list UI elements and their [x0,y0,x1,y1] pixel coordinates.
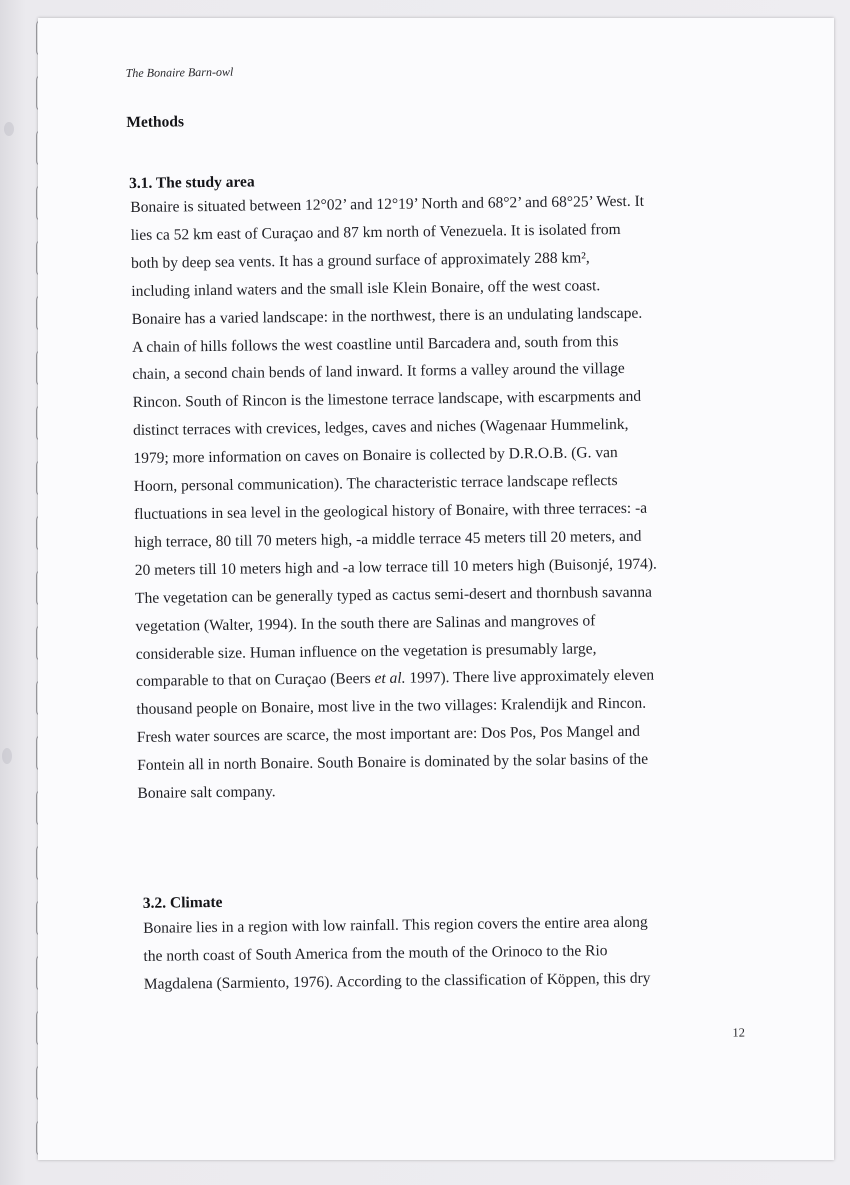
text-line: the north coast of South America from the mouth of the Orinoco to the Rio [143,942,608,965]
text-line: vegetation (Walter, 1994). In the south there are Salinas and mangroves of [135,611,596,635]
document-page [38,18,834,1160]
text-line: including inland waters and the small isle Klein Bonaire, off the west coast. [131,276,601,300]
page-number: 12 [732,1025,746,1040]
text-line: both by deep sea vents. It has a ground surface of approximately 288 km², [130,249,590,272]
text-line: Fresh water sources are scarce, the most important are: Dos Pos, Pos Mangel and [136,723,641,747]
climate-heading: 3.2. Climate [142,893,223,912]
methods-heading: Methods [126,113,185,132]
text-line: Rincon. South of Rincon is the limestone terrace landscape, with escarpments and [132,388,642,412]
text-fragment: comparable to that on Curaçao (Beers [136,670,375,691]
text-line: Magdalena (Sarmiento, 1976). According to the classification of Köppen, this dry [143,969,651,993]
text-line: fluctuations in sea level in the geological history of Bonaire, with three terraces: -a [133,499,648,523]
italic-citation: et al. [374,670,406,688]
page-content [38,18,834,1160]
study-area-heading: 3.1. The study area [128,173,255,192]
scan-smudge [2,748,12,764]
text-line: Bonaire salt company. [137,783,276,802]
scan-smudge [4,122,14,136]
text-line: Fontein all in north Bonaire. South Bonaire is dominated by the solar basins of the [137,750,649,775]
text-line: A chain of hills follows the west coastline until Barcadera and, south from this [131,332,619,356]
text-line: Bonaire is situated between 12°02’ and 12°19’ North and 68°2’ and 68°25’ West. It [130,192,645,216]
text-line: high terrace, 80 till 70 meters high, -a middle terrace 45 meters till 20 meters, and [134,527,642,551]
study-area-paragraph [130,187,737,808]
text-line: Hoorn, personal communication). The characteristic terrace landscape reflects [133,472,618,496]
text-line: chain, a second chain bends of land inward. It forms a valley around the village [132,360,625,384]
text-line: thousand people on Bonaire, most live in the two villages: Kralendijk and Rincon. [136,695,647,719]
text-line: Bonaire has a varied landscape: in the northwest, there is an undulating landscape. [131,304,643,328]
text-line: lies ca 52 km east of Curaçao and 87 km north of Venezuela. It is isolated from [130,220,621,244]
climate-paragraph [143,908,734,999]
text-line: 1979; more information on caves on Bonaire is collected by D.R.O.B. (G. van [133,444,618,468]
text-fragment: 1997). There live approximately eleven [405,667,655,688]
running-header: The Bonaire Barn-owl [125,64,234,81]
text-line: distinct terraces with crevices, ledges, caves and niches (Wagenaar Hummelink, [132,416,629,440]
text-line: The vegetation can be generally typed as cactus semi-desert and thornbush savanna [135,583,653,607]
text-line: considerable size. Human influence on the vegetation is presumably large, [135,639,597,663]
text-line: 20 meters till 10 meters high and -a low terrace till 10 meters high (Buisonjé, 1974). [134,555,657,579]
text-line: Bonaire lies in a region with low rainfall. This region covers the entire area along [143,913,648,937]
